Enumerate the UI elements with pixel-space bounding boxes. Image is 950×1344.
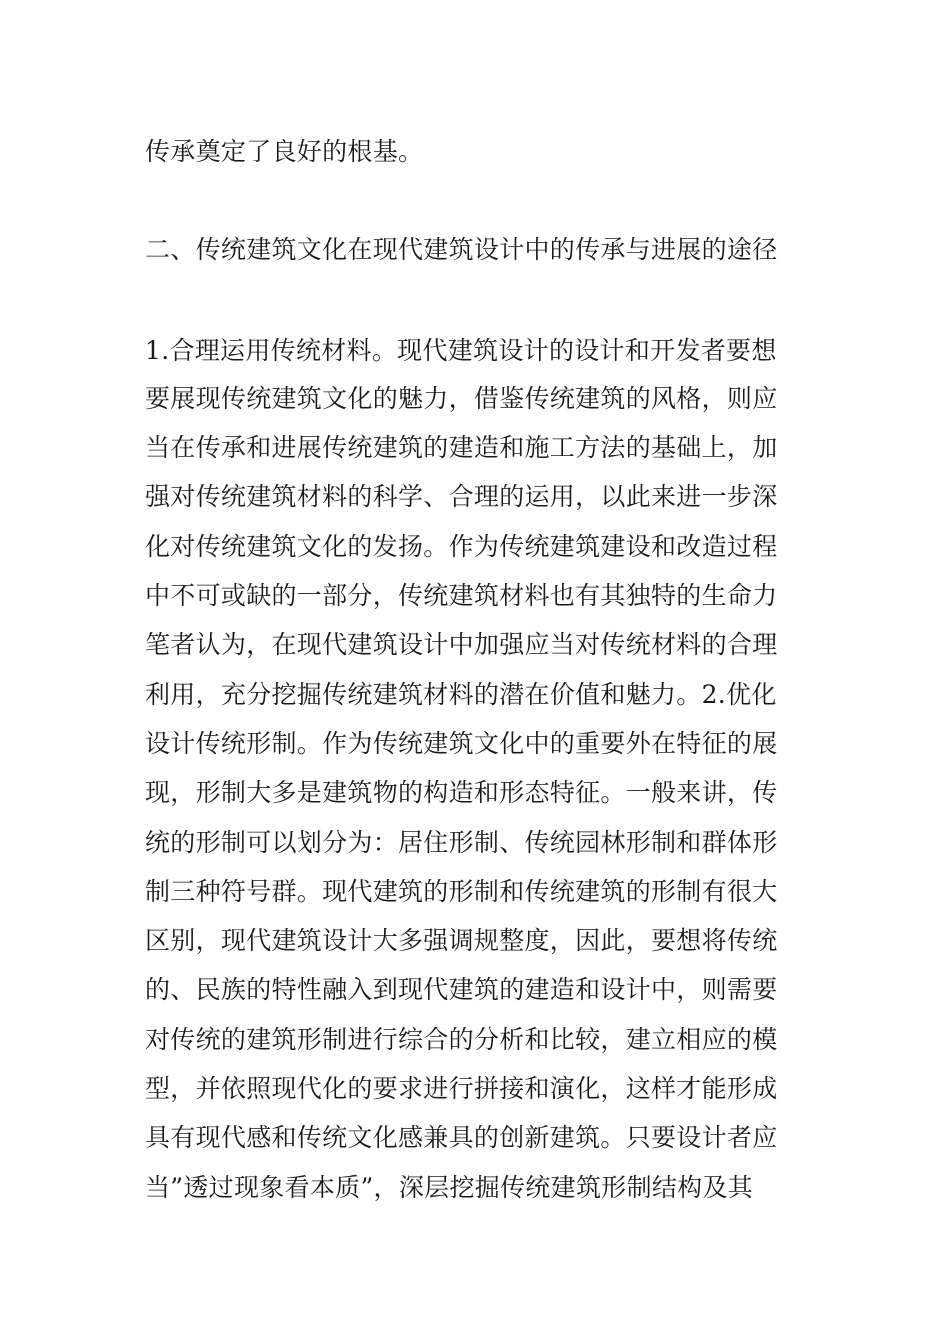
body-line: 当”透过现象看本质”，深层挖掘传统建筑形制结构及其	[145, 1173, 754, 1202]
body-line: 现，形制大多是建筑物的构造和形态特征。一般来讲，传	[145, 778, 778, 807]
body-line: 制三种符号群。现代建筑的形制和传统建筑的形制有很大	[145, 877, 778, 906]
body-line: 化对传统建筑文化的发扬。作为传统建筑建设和改造过程	[145, 532, 778, 561]
body-line: 对传统的建筑形制进行综合的分析和比较，建立相应的模	[145, 1025, 778, 1054]
body-line: 型，并依照现代化的要求进行拼接和演化，这样才能形成	[145, 1074, 778, 1103]
body-line: 区别，现代建筑设计大多强调规整度，因此，要想将传统	[145, 926, 778, 955]
paragraph-continuation: 传承奠定了良好的根基。	[145, 137, 424, 166]
body-line: 当在传承和进展传统建筑的建造和施工方法的基础上，加	[145, 433, 778, 462]
body-line: 中不可或缺的一部分，传统建筑材料也有其独特的生命力	[145, 581, 778, 610]
body-line: 的、民族的特性融入到现代建筑的建造和设计中，则需要	[145, 975, 778, 1004]
section-heading: 二、传统建筑文化在现代建筑设计中的传承与进展的途径	[145, 235, 778, 264]
body-line: 1.合理运用传统材料。现代建筑设计的设计和开发者要想	[145, 336, 777, 365]
body-line: 设计传统形制。作为传统建筑文化中的重要外在特征的展	[145, 729, 778, 758]
body-line: 要展现传统建筑文化的魅力，借鉴传统建筑的风格，则应	[145, 384, 778, 413]
body-line: 笔者认为，在现代建筑设计中加强应当对传统材料的合理	[145, 630, 778, 659]
body-line: 利用，充分挖掘传统建筑材料的潜在价值和魅力。2.优化	[145, 680, 777, 709]
body-line: 统的形制可以划分为：居住形制、传统园林形制和群体形	[145, 828, 778, 857]
body-line: 强对传统建筑材料的科学、合理的运用，以此来进一步深	[145, 482, 778, 511]
body-line: 具有现代感和传统文化感兼具的创新建筑。只要设计者应	[145, 1123, 778, 1152]
